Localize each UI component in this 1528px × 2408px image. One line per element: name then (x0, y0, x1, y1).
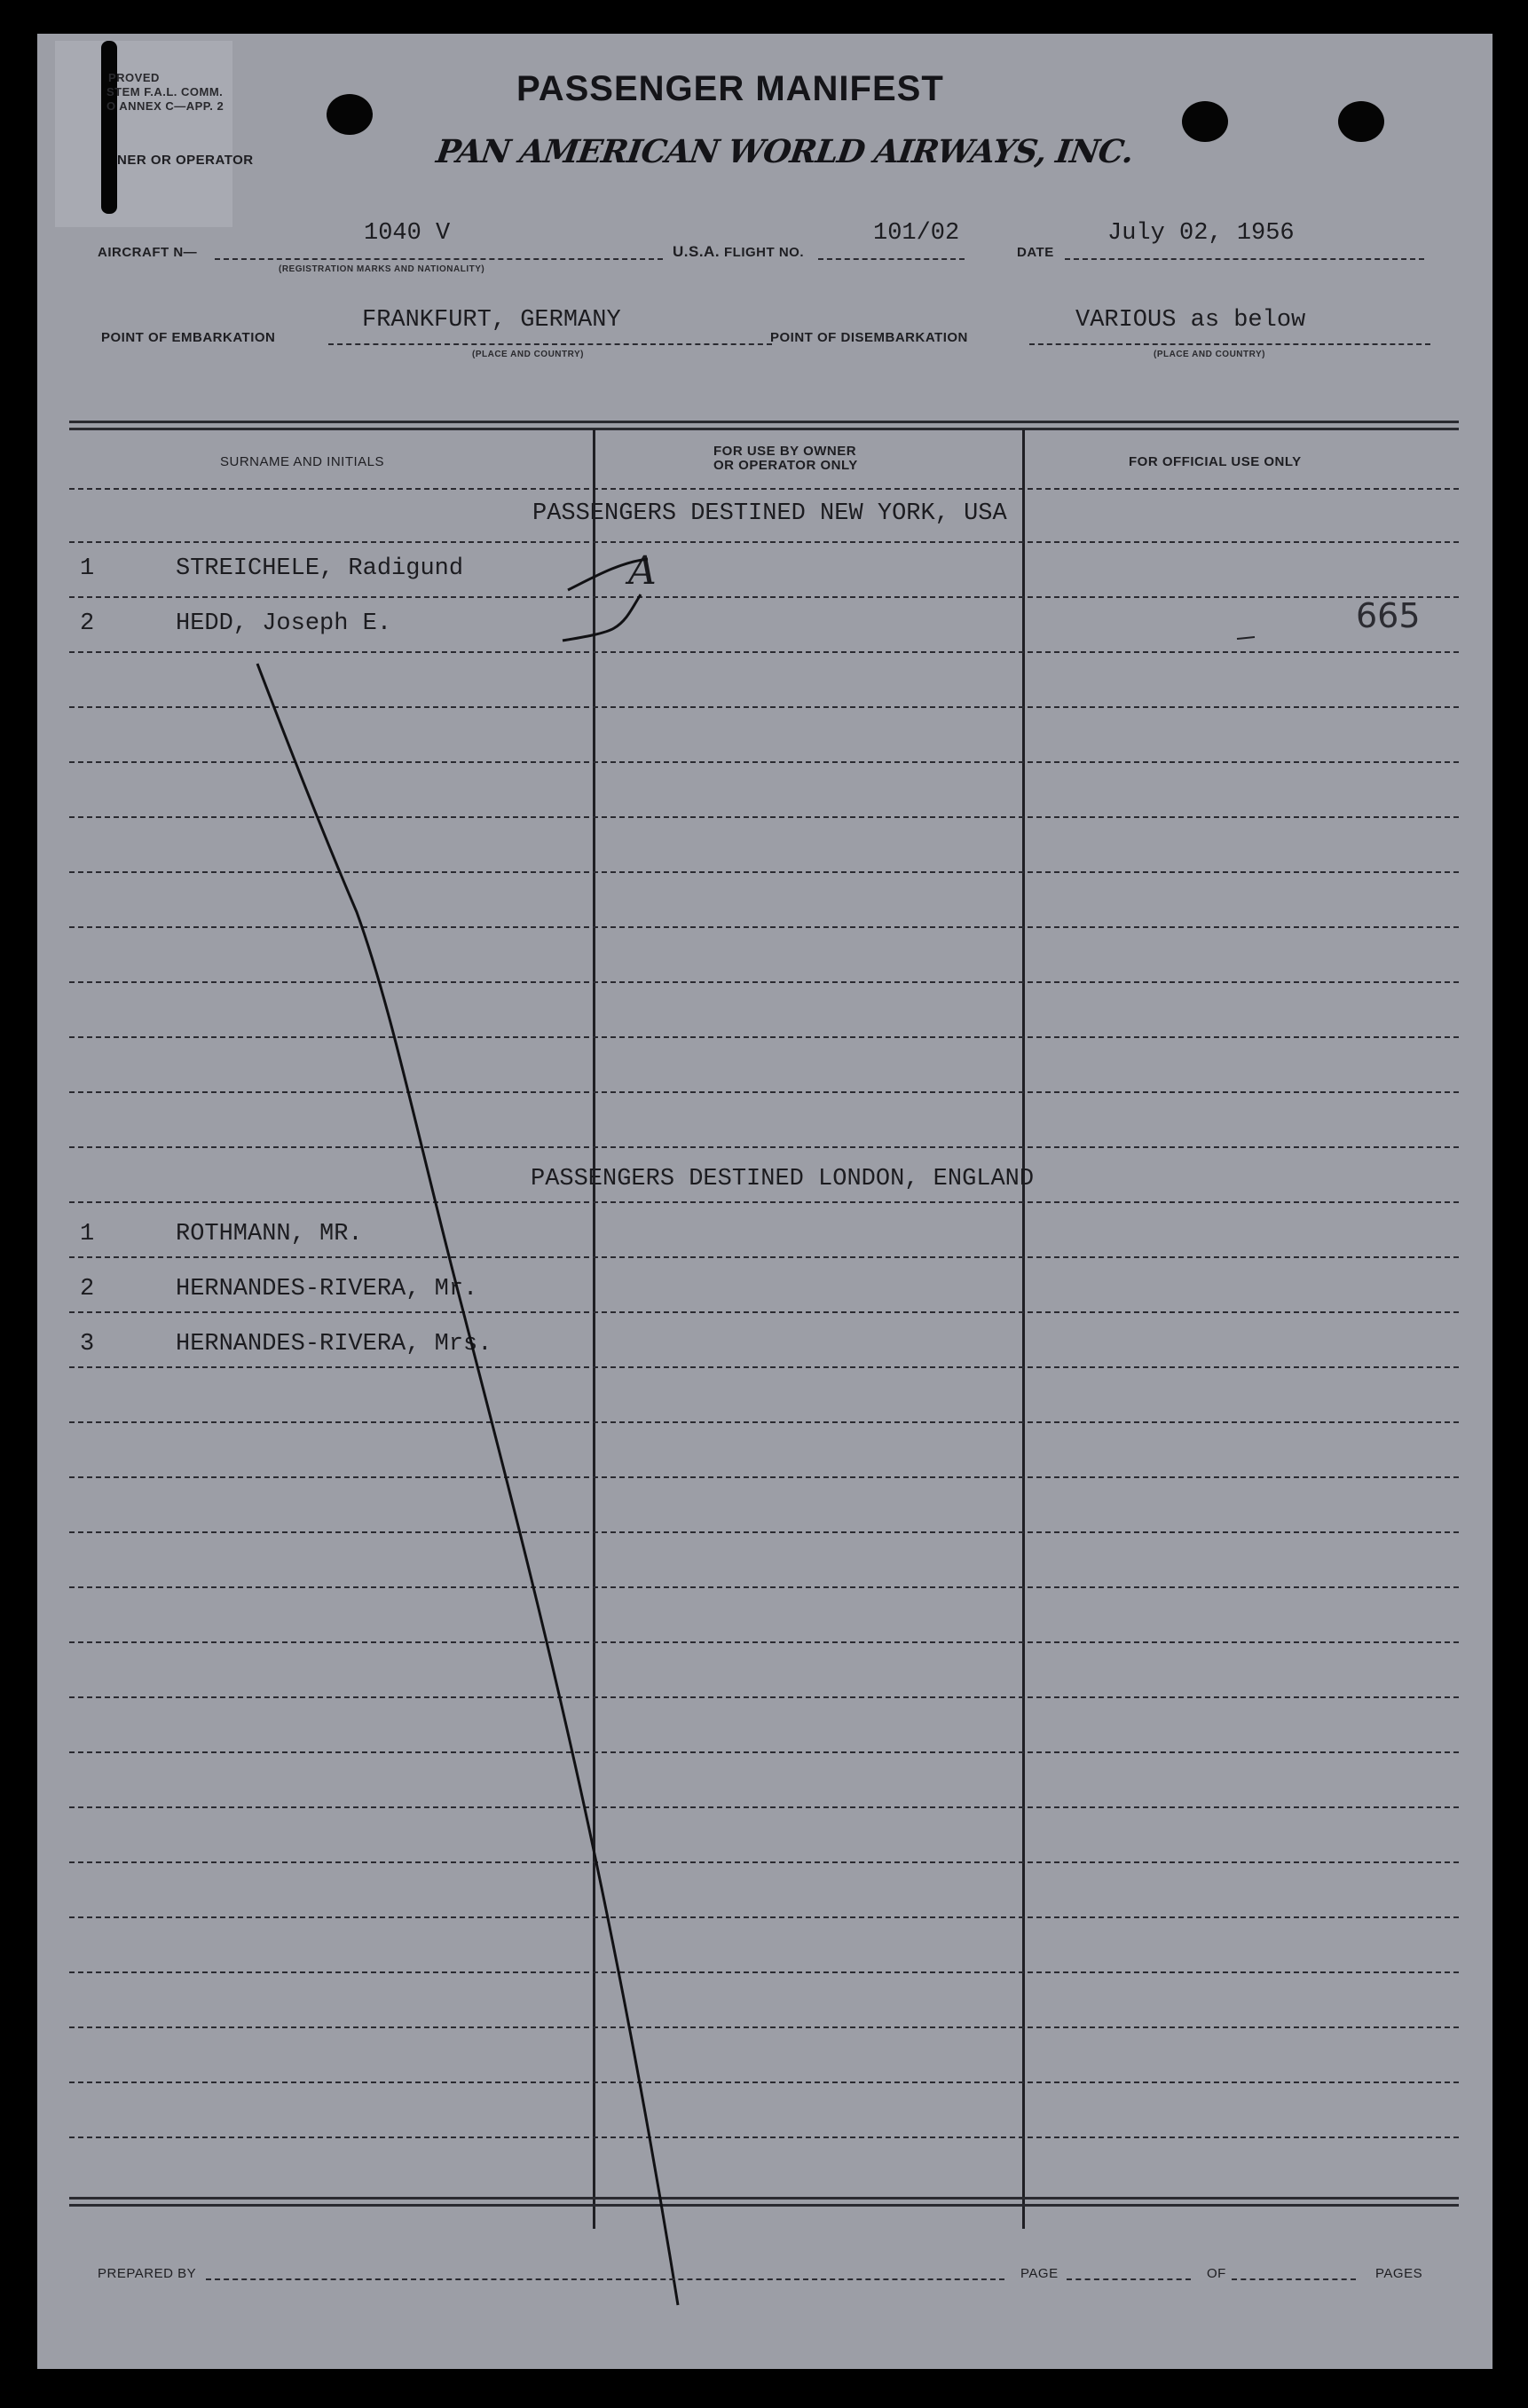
row-number: 3 (80, 1331, 95, 1357)
registration-note: (REGISTRATION MARKS AND NATIONALITY) (279, 264, 485, 274)
dash-mark (1237, 637, 1255, 639)
date-label: DATE (1017, 245, 1054, 260)
company-name: PAN AMERICAN WORLD AIRWAYS, INC. (434, 133, 1136, 170)
aircraft-value: 1040 V (364, 220, 451, 247)
col-header-operator-2: OR OPERATOR ONLY (713, 458, 858, 473)
tick-mark (568, 559, 648, 590)
aircraft-label: AIRCRAFT N— (98, 245, 198, 260)
stamp-line-1: PROVED (108, 71, 160, 84)
passenger-name: HEDD, Joseph E. (176, 610, 392, 637)
passenger-name: HERNANDES-RIVERA, Mrs. (176, 1331, 492, 1357)
col-header-operator-1: FOR USE BY OWNER (713, 444, 857, 459)
row-number: 1 (80, 555, 95, 582)
official-note: 665 (1356, 596, 1421, 635)
owner-operator-label: NER OR OPERATOR (117, 153, 254, 168)
pen-marks (37, 34, 1493, 2369)
page-title: PASSENGER MANIFEST (516, 69, 944, 108)
manifest-sheet (37, 34, 1493, 2369)
passenger-name: ROTHMANN, MR. (176, 1221, 363, 1247)
stamp-line-3: O ANNEX C—APP. 2 (106, 99, 224, 113)
embarkation-label: POINT OF EMBARKATION (101, 330, 276, 345)
stamp-line-2: STEM F.A.L. COMM. (106, 85, 224, 98)
passenger-name: HERNANDES-RIVERA, Mr. (176, 1276, 478, 1302)
pages-label: PAGES (1375, 2266, 1423, 2281)
disembarkation-note: (PLACE AND COUNTRY) (1154, 350, 1265, 359)
row-number: 1 (80, 1221, 95, 1247)
date-value: July 02, 1956 (1107, 220, 1295, 247)
operator-handwritten-mark: A (628, 548, 657, 594)
embarkation-note: (PLACE AND COUNTRY) (472, 350, 584, 359)
section-heading-new-york: PASSENGERS DESTINED NEW YORK, USA (532, 500, 1007, 527)
col-header-surname: SURNAME AND INITIALS (220, 454, 385, 469)
col-header-official: FOR OFFICIAL USE ONLY (1129, 454, 1302, 469)
embarkation-value: FRANKFURT, GERMANY (362, 307, 621, 334)
check-mark (563, 594, 641, 641)
diagonal-strike-line (257, 664, 678, 2305)
row-number: 2 (80, 610, 95, 637)
disembarkation-label: POINT OF DISEMBARKATION (770, 330, 968, 345)
passenger-name: STREICHELE, Radigund (176, 555, 464, 582)
usa-label: U.S.A. (673, 243, 721, 260)
flight-label: FLIGHT NO. (724, 245, 804, 260)
row-number: 2 (80, 1276, 95, 1302)
page-label: PAGE (1020, 2266, 1059, 2281)
flight-value: 101/02 (873, 220, 960, 247)
disembarkation-value: VARIOUS as below (1075, 307, 1306, 334)
section-heading-london: PASSENGERS DESTINED LONDON, ENGLAND (531, 1166, 1035, 1192)
prepared-by-label: PREPARED BY (98, 2266, 197, 2281)
of-label: OF (1207, 2266, 1226, 2281)
